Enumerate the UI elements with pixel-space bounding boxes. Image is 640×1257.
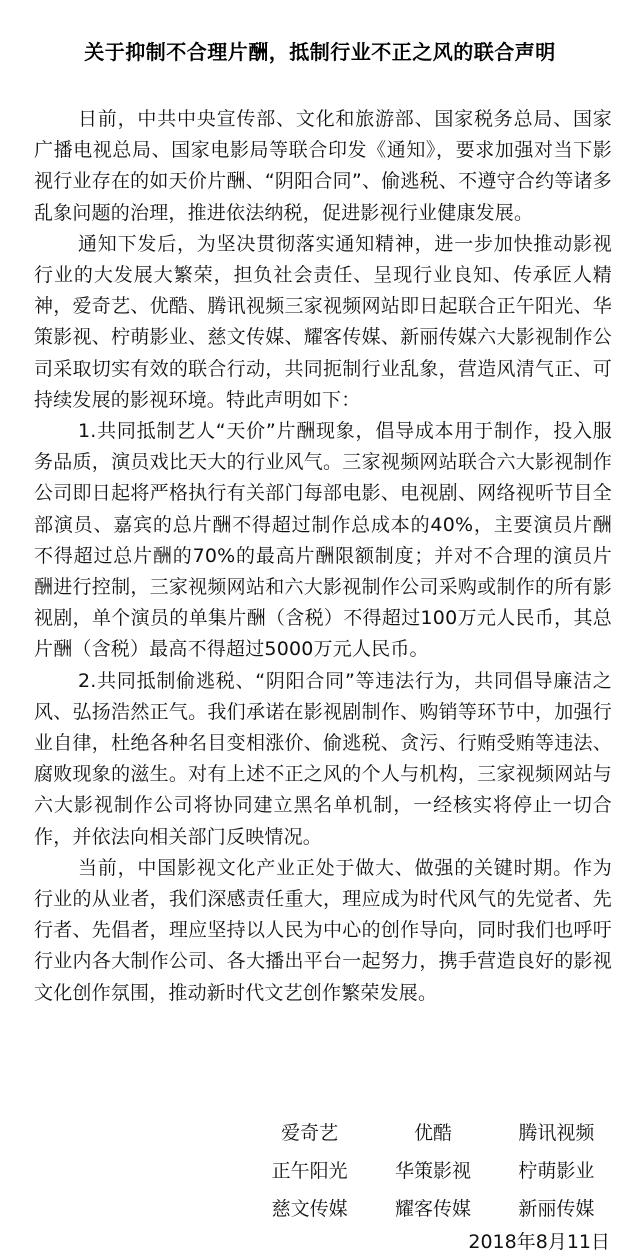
signer-huace: 华策影视 bbox=[394, 1160, 471, 1182]
signer-yaoke: 耀客传媒 bbox=[394, 1198, 471, 1220]
paragraph-point-2: 2.共同抵制偷逃税、“阴阳合同”等违法行为，共同倡导廉洁之风、弘扬浩然正气。我们承诺在影视剧制作、购销等环节中，加强行业自律，杜绝各种名目变相涨价、偷逃税、贪污、行贿受贿等违法、腐败现象的滋生。对有上述不正之风的个人与机构，三家视频网站与六大影视制作公司将协同建立黑名单机制，一经核实将停止一切合作，并依法向相关部门反映情况。 bbox=[34, 669, 612, 848]
paragraph-intro: 日前，中共中央宣传部、文化和旅游部、国家税务总局、国家广播电视总局、国家电影局等联合印发《通知》，要求加强对当下影视行业存在的如天价片酬、“阴阳合同”、偷逃税、不遵守合约等诸多乱象问题的治理，推进依法纳税，促进影视行业健康发展。 bbox=[34, 108, 612, 224]
paragraph-closing: 当前，中国影视文化产业正处于做大、做强的关键时期。作为行业的从业者，我们深感责任重大，理应成为时代风气的先觉者、先行者、先倡者，理应坚持以人民为中心的创作导向，同时我们也呼吁行业内各大制作公司、各大播出平台一起努力，携手营造良好的影视文化创作氛围，推动新时代文艺创作繁荣发展。 bbox=[34, 856, 612, 1004]
signer-iqiyi: 爱奇艺 bbox=[281, 1122, 339, 1144]
signer-xinli: 新丽传媒 bbox=[518, 1198, 595, 1220]
statement-date: 2018年8月11日 bbox=[468, 1231, 610, 1253]
paragraph-point-1: 1.共同抵制艺人“天价”片酬现象，倡导成本用于制作，投入服务品质，演员戏比天大的行业风气。三家视频网站联合六大影视制作公司即日起将严格执行有关部门每部电影、电视剧、网络视听节目全部演员、嘉宾的总片酬不得超过制作总成本的40%，主要演员片酬不得超过总片酬的70%的最高片酬限额制度；并对不合理的演员片酬进行控制，三家视频网站和六大影视制作公司采购或制作的所有影视剧，单个演员的单集片酬（含税）不得超过100万元人民币，其总片酬（含税）最高不得超过5000万元人民币。 bbox=[34, 420, 612, 661]
signer-youku: 优酷 bbox=[413, 1122, 452, 1144]
statement-title: 关于抑制不合理片酬，抵制行业不正之风的联合声明 bbox=[84, 40, 556, 64]
signer-tencent-video: 腾讯视频 bbox=[518, 1122, 595, 1144]
signer-ningmeng: 柠萌影业 bbox=[518, 1160, 595, 1182]
signer-ciwen: 慈文传媒 bbox=[271, 1198, 348, 1220]
paragraph-action: 通知下发后，为坚决贯彻落实通知精神，进一步加快推动影视行业的大发展大繁荣，担负社会责任、呈现行业良知、传承匠人精神，爱奇艺、优酷、腾讯视频三家视频网站即日起联合正午阳光、华策影视、柠萌影业、慈文传媒、耀客传媒、新丽传媒六大影视制作公司采取切实有效的联合行动，共同扼制行业乱象，营造风清气正、可持续发展的影视环境。特此声明如下： bbox=[34, 232, 612, 411]
signer-zhengwu-yangguang: 正午阳光 bbox=[271, 1160, 348, 1182]
statement-body bbox=[34, 104, 612, 1009]
signatories bbox=[248, 1118, 618, 1224]
